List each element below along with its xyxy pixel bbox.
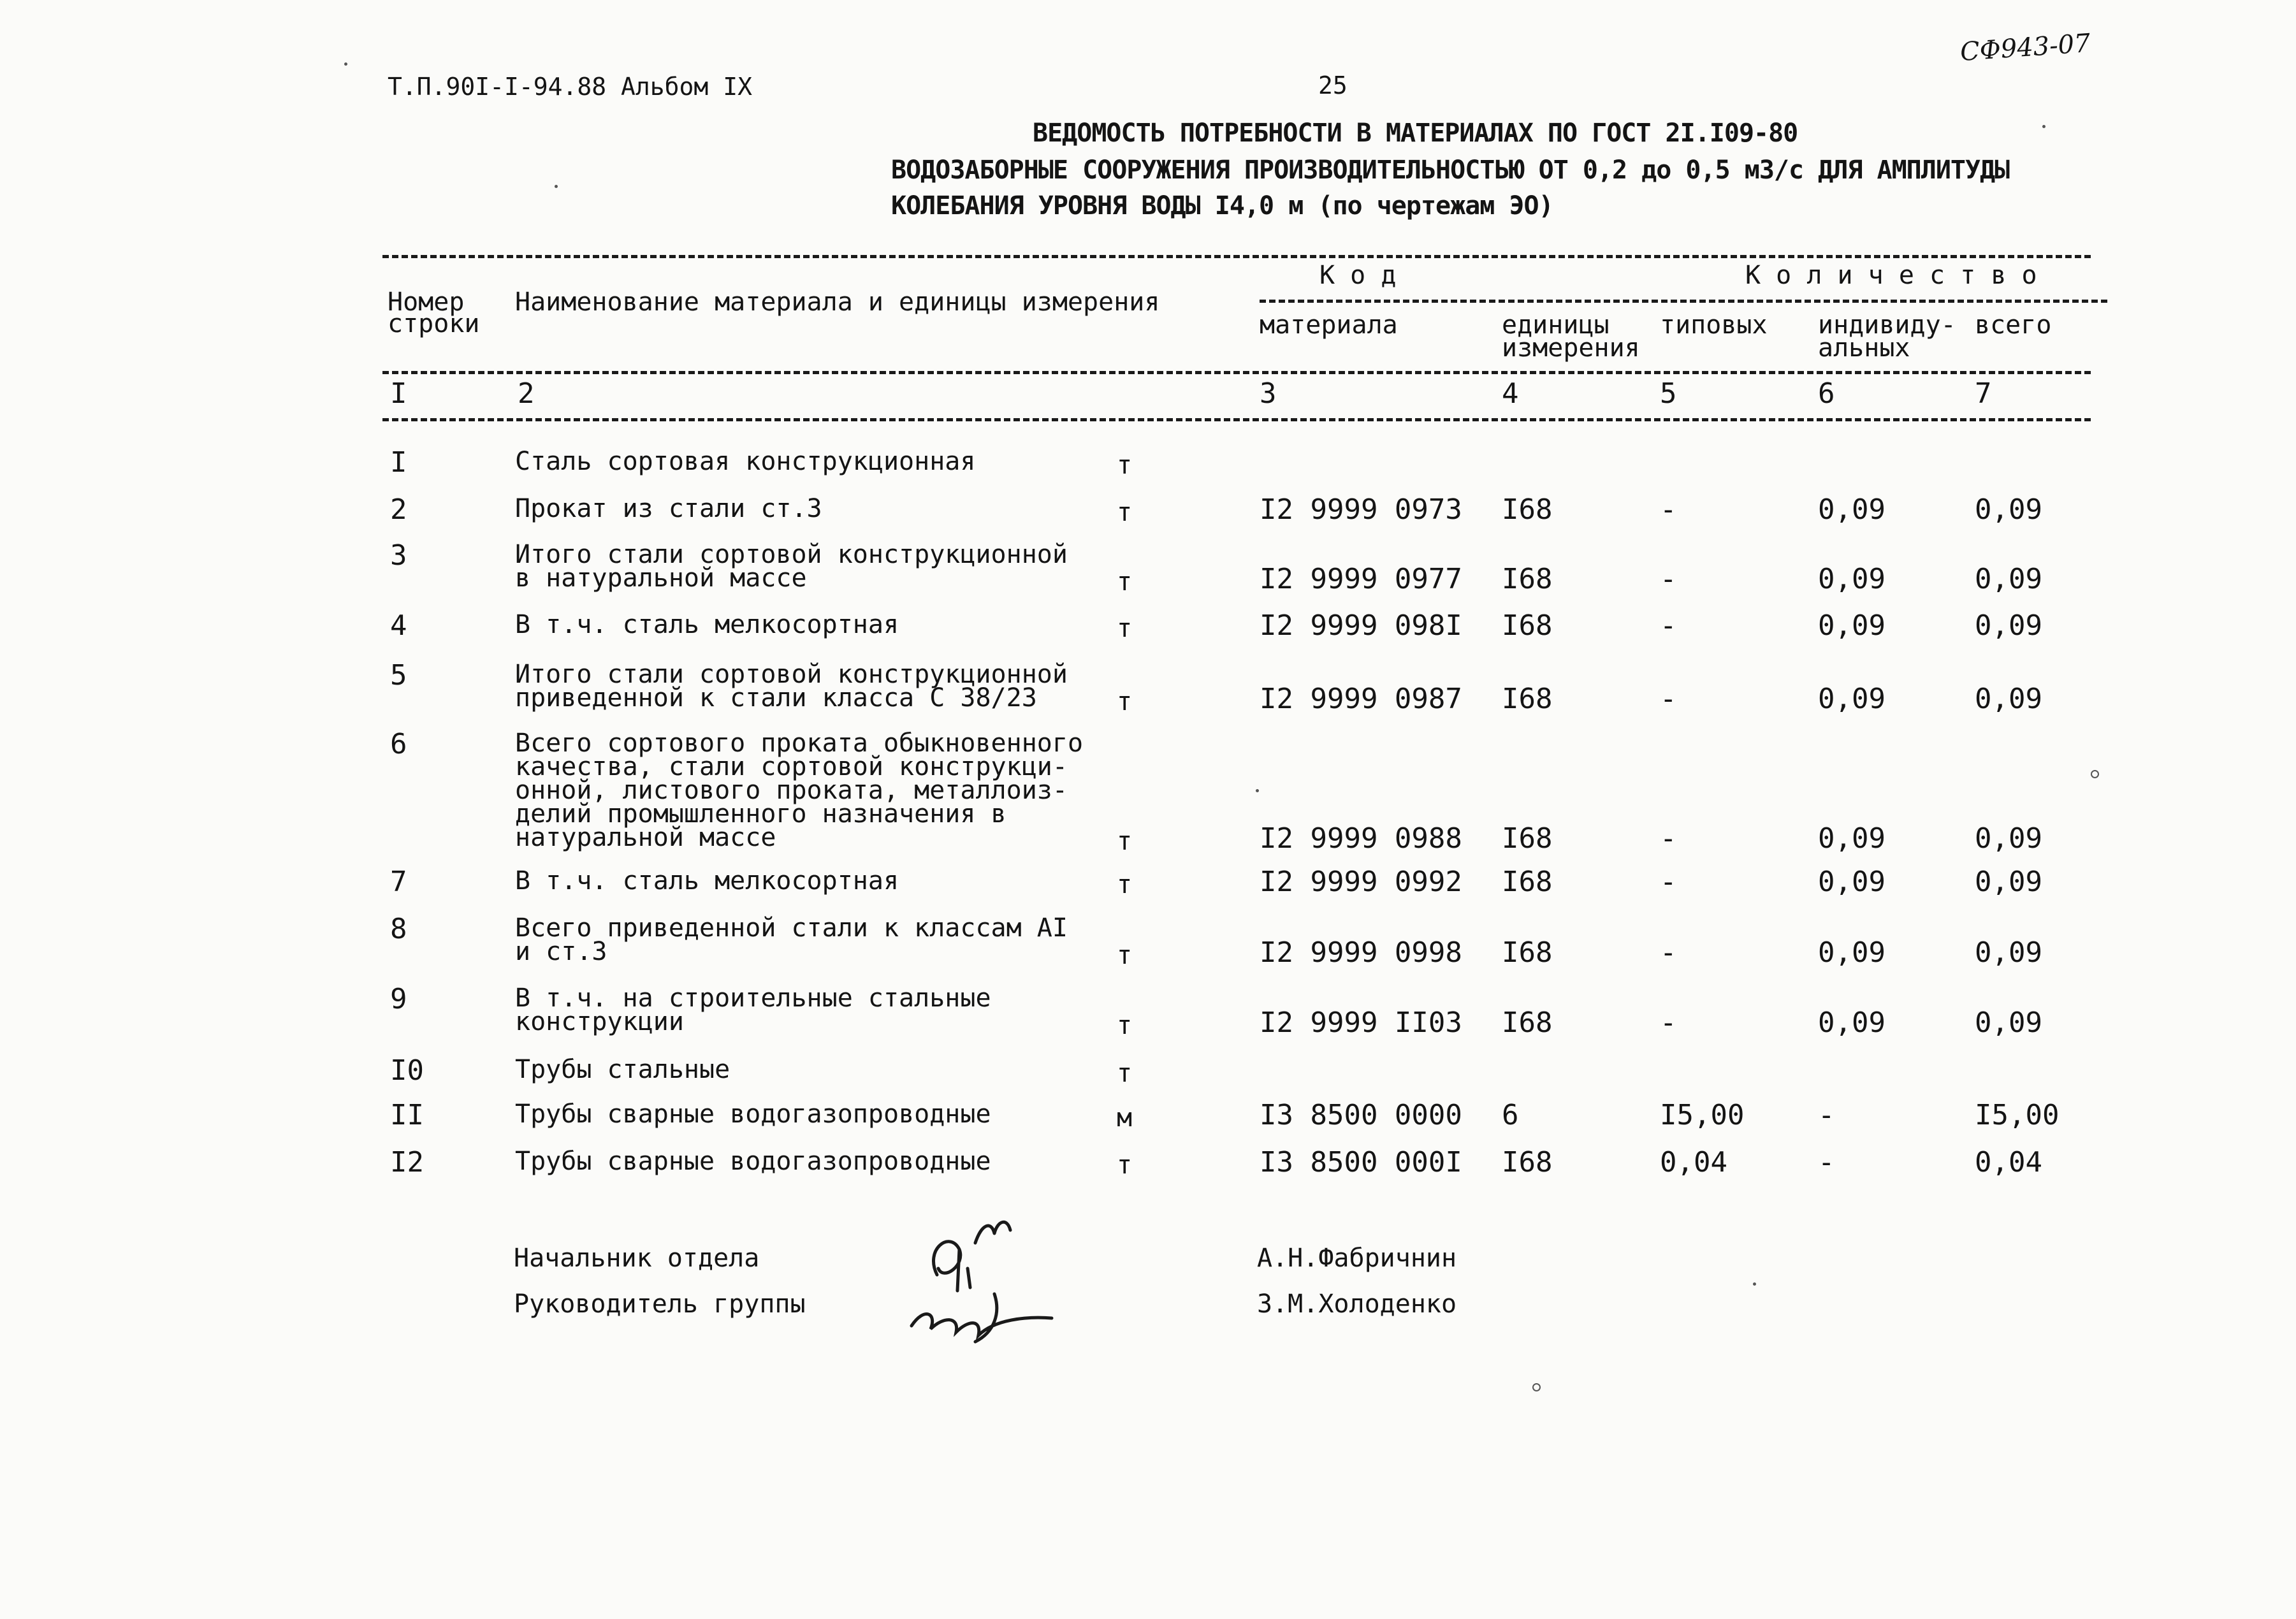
scan-speck: [2042, 125, 2045, 128]
row-number: 2: [390, 493, 407, 526]
unit-of-measure: т: [1117, 1011, 1133, 1040]
row-number: 7: [390, 866, 407, 898]
header-row-number-2: строки: [388, 309, 480, 338]
row-number: 5: [390, 659, 407, 692]
quantity-total: 0,09: [1975, 936, 2042, 969]
material-name: Итого стали сортовой конструкционной: [515, 540, 1068, 569]
quantity-typical: I5,00: [1660, 1099, 1745, 1131]
material-name: и ст.3: [515, 937, 607, 966]
quantity-individual: 0,09: [1818, 683, 1885, 715]
scan-speck: [1532, 1383, 1541, 1391]
row-number: I: [390, 446, 407, 479]
material-name: Сталь сортовая конструкционная: [515, 447, 976, 476]
unit-of-measure: т: [1117, 827, 1133, 856]
material-code: I2 9999 0973: [1260, 493, 1462, 526]
quantity-typical: -: [1660, 1006, 1677, 1039]
header-material-code: материала: [1260, 310, 1398, 340]
column-number-4: 4: [1502, 377, 1519, 410]
unit-of-measure: т: [1117, 1151, 1133, 1180]
material-name: Всего приведенной стали к классам АI: [515, 913, 1068, 943]
unit-of-measure: т: [1117, 451, 1133, 480]
unit-of-measure: т: [1117, 567, 1133, 597]
quantity-total: 0,04: [1975, 1146, 2042, 1179]
material-name: онной, листового проката, металлоиз-: [515, 776, 1068, 805]
scan-speck: [1256, 789, 1259, 792]
quantity-individual: -: [1818, 1146, 1835, 1179]
header-total: всего: [1975, 310, 2052, 340]
column-number-7: 7: [1975, 377, 1992, 410]
unit-of-measure: м: [1117, 1103, 1133, 1133]
header-unit-1: единицы: [1502, 310, 1609, 340]
unit-code: I68: [1502, 1146, 1553, 1179]
quantity-individual: 0,09: [1818, 563, 1885, 595]
column-number-2: 2: [518, 377, 535, 410]
signature-name-head: А.Н.Фабричнин: [1257, 1244, 1457, 1273]
scan-speck: [2091, 770, 2099, 778]
row-number: II: [390, 1099, 424, 1131]
column-number-5: 5: [1660, 377, 1677, 410]
unit-code: I68: [1502, 822, 1553, 855]
header-typical: типовых: [1660, 310, 1768, 340]
row-number: 9: [390, 983, 407, 1015]
material-name: качества, стали сортовой конструкци-: [515, 752, 1068, 781]
quantity-individual: 0,09: [1818, 822, 1885, 855]
archive-stamp: СФ943-07: [1959, 28, 2091, 68]
material-name: Прокат из стали ст.3: [515, 494, 822, 523]
material-code: I2 9999 0977: [1260, 563, 1462, 595]
material-code: I2 9999 0987: [1260, 683, 1462, 715]
material-name: делий промышленного назначения в: [515, 799, 1006, 829]
header-material-name: Наименование материала и единицы измерения: [515, 287, 1160, 317]
quantity-typical: -: [1660, 493, 1677, 526]
document-title: ВЕДОМОСТЬ ПОТРЕБНОСТИ В МАТЕРИАЛАХ ПО ГОСТ 2I.I09-80: [1033, 119, 1798, 148]
quantity-typical: -: [1660, 822, 1677, 855]
material-name: приведенной к стали класса С 38/23: [515, 683, 1037, 713]
unit-of-measure: т: [1117, 614, 1133, 643]
quantity-typical: -: [1660, 609, 1677, 642]
document-subtitle-line1: ВОДОЗАБОРНЫЕ СООРУЖЕНИЯ ПРОИЗВОДИТЕЛЬНОСТЬЮ ОТ 0,2 до 0,5 м3/с ДЛЯ АМПЛИТУДЫ: [891, 156, 2010, 185]
material-name: натуральной массе: [515, 823, 776, 852]
table-top-rule: [382, 255, 2091, 258]
signature-role-group-lead: Руководитель группы: [514, 1289, 806, 1319]
signature-name-group-lead: З.М.Холоденко: [1257, 1289, 1457, 1319]
quantity-individual: 0,09: [1818, 1006, 1885, 1039]
row-number: 8: [390, 913, 407, 945]
material-code: I3 8500 000I: [1260, 1146, 1462, 1179]
column-number-3: 3: [1260, 377, 1277, 410]
quantity-individual: 0,09: [1818, 609, 1885, 642]
header-quantity-group: К о л и ч е с т в о: [1745, 261, 2037, 290]
quantity-typical: 0,04: [1660, 1146, 1727, 1179]
quantity-typical: -: [1660, 683, 1677, 715]
header-individual-1: индивиду-: [1818, 310, 1956, 340]
material-name: конструкции: [515, 1007, 684, 1036]
material-code: I2 9999 0992: [1260, 866, 1462, 898]
unit-code: I68: [1502, 493, 1553, 526]
unit-of-measure: т: [1117, 941, 1133, 970]
quantity-total: 0,09: [1975, 683, 2042, 715]
document-reference: Т.П.90I-I-94.88 Альбом IX: [388, 73, 752, 101]
unit-of-measure: т: [1117, 687, 1133, 716]
quantity-individual: 0,09: [1818, 866, 1885, 898]
handwritten-signature-1: [899, 1205, 1071, 1345]
row-number: I0: [390, 1054, 424, 1087]
header-unit-2: измерения: [1502, 333, 1640, 363]
column-number-1: I: [390, 377, 407, 410]
material-name: Трубы стальные: [515, 1055, 730, 1084]
material-code: I2 9999 098I: [1260, 609, 1462, 642]
material-name: Трубы сварные водогазопроводные: [515, 1147, 991, 1176]
row-number: 3: [390, 539, 407, 572]
quantity-total: 0,09: [1975, 563, 2042, 595]
quantity-total: 0,09: [1975, 866, 2042, 898]
row-number: 4: [390, 609, 407, 642]
header-individual-2: альных: [1818, 333, 1910, 363]
unit-of-measure: т: [1117, 1059, 1133, 1088]
header-code-group: К о д: [1319, 261, 1397, 290]
quantity-typical: -: [1660, 936, 1677, 969]
material-name: Всего сортового проката обыкновенного: [515, 729, 1084, 758]
scan-speck: [1753, 1282, 1756, 1286]
material-name: В т.ч. на строительные стальные: [515, 984, 991, 1013]
unit-code: I68: [1502, 1006, 1553, 1039]
row-number: I2: [390, 1146, 424, 1179]
scan-speck: [555, 185, 558, 188]
column-number-6: 6: [1818, 377, 1835, 410]
material-code: I2 9999 0988: [1260, 822, 1462, 855]
material-code: I2 9999 II03: [1260, 1006, 1462, 1039]
unit-code: 6: [1502, 1099, 1519, 1131]
quantity-total: 0,09: [1975, 609, 2042, 642]
quantity-total: I5,00: [1975, 1099, 2060, 1131]
header-subgroup-rule: [1260, 300, 2107, 303]
page-number: 25: [1318, 71, 1348, 99]
unit-code: I68: [1502, 866, 1553, 898]
unit-of-measure: т: [1117, 498, 1133, 527]
signature-role-head: Начальник отдела: [514, 1244, 760, 1273]
material-code: I2 9999 0998: [1260, 936, 1462, 969]
unit-code: I68: [1502, 609, 1553, 642]
quantity-typical: -: [1660, 563, 1677, 595]
unit-code: I68: [1502, 683, 1553, 715]
material-name: В т.ч. сталь мелкосортная: [515, 610, 899, 639]
quantity-total: 0,09: [1975, 822, 2042, 855]
material-code: I3 8500 0000: [1260, 1099, 1462, 1131]
quantity-individual: 0,09: [1818, 936, 1885, 969]
quantity-total: 0,09: [1975, 493, 2042, 526]
quantity-individual: -: [1818, 1099, 1835, 1131]
unit-code: I68: [1502, 936, 1553, 969]
row-number: 6: [390, 728, 407, 760]
header-row-number-1: Номер: [388, 287, 465, 317]
quantity-typical: -: [1660, 866, 1677, 898]
unit-of-measure: т: [1117, 870, 1133, 899]
scan-speck: [344, 62, 347, 66]
material-name: Трубы сварные водогазопроводные: [515, 1100, 991, 1129]
material-name: в натуральной массе: [515, 563, 807, 593]
header-bottom-rule: [382, 371, 2091, 374]
quantity-individual: 0,09: [1818, 493, 1885, 526]
column-number-rule: [382, 418, 2091, 421]
material-name: В т.ч. сталь мелкосортная: [515, 866, 899, 896]
material-name: Итого стали сортовой конструкционной: [515, 660, 1068, 689]
quantity-total: 0,09: [1975, 1006, 2042, 1039]
document-subtitle-line2: КОЛЕБАНИЯ УРОВНЯ ВОДЫ I4,0 м (по чертежам ЭО): [891, 191, 1553, 221]
unit-code: I68: [1502, 563, 1553, 595]
